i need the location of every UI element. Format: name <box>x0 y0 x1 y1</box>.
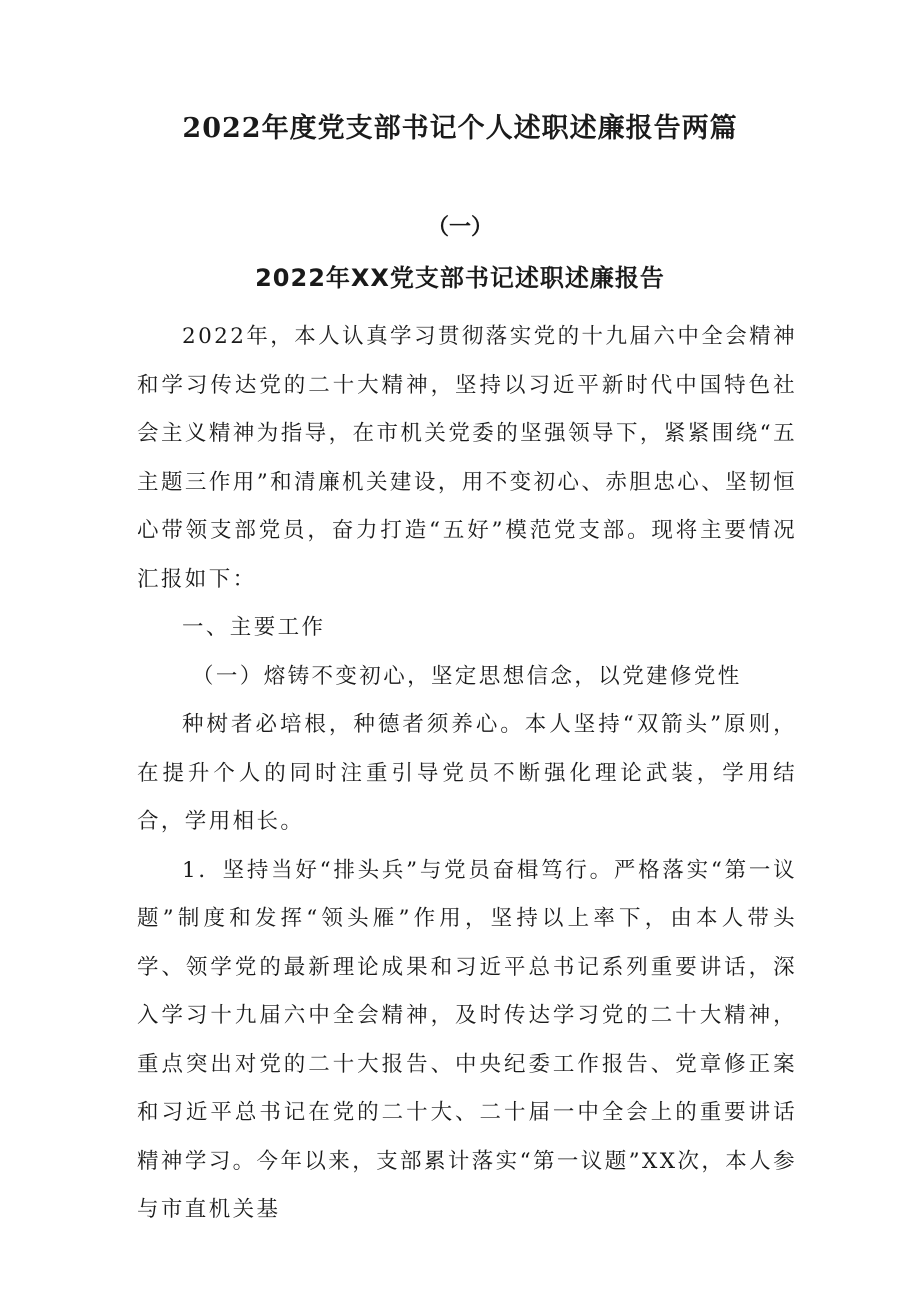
report-subtitle: 2022年XX党支部书记述职述廉报告 <box>255 264 665 292</box>
intro-paragraph: 2022年，本人认真学习贯彻落实党的十九届六中全会精神和学习传达党的二十大精神，坚持以习近平新时代中国特色社会主义精神为指导，在市机关党委的坚强领导下，紧紧围绕“五主题三作用”和清廉机关建设，用不变初心、赤胆忠心、坚韧恒心带领支部党员，奋力打造“五好”模范党支部。现将主要情况汇报如下： <box>137 324 797 592</box>
document-body <box>137 313 797 1235</box>
document-title: 2022年度党支部书记个人述职述廉报告两篇 <box>182 113 738 144</box>
section-number: （一） <box>426 215 493 240</box>
body-paragraph-1: 种树者必培根，种德者须养心。本人坚持“双箭头”原则，在提升个人的同时注重引导党员不断强化理论武装，学用结合，学用相长。 <box>137 712 797 834</box>
body-paragraph-2: 1．坚持当好“排头兵”与党员奋楫笃行。严格落实“第一议题”制度和发挥“领头雁”作用，坚持以上率下，由本人带头学、领学党的最新理论成果和习近平总书记系列重要讲话，深入学习十九届六中全会精神，及时传达学习党的二十大精神，重点突出对党的二十大报告、中央纪委工作报告、党章修正案和习近平总书记在党的二十大、二十届一中全会上的重要讲话精神学习。今年以来，支部累计落实“第一议题”XX次，本人参与市直机关基 <box>137 857 797 1222</box>
subsection-heading-1: （一）熔铸不变初心，坚定思想信念，以党建修党性 <box>192 663 742 689</box>
section-heading-main-work: 一、主要工作 <box>182 615 326 640</box>
